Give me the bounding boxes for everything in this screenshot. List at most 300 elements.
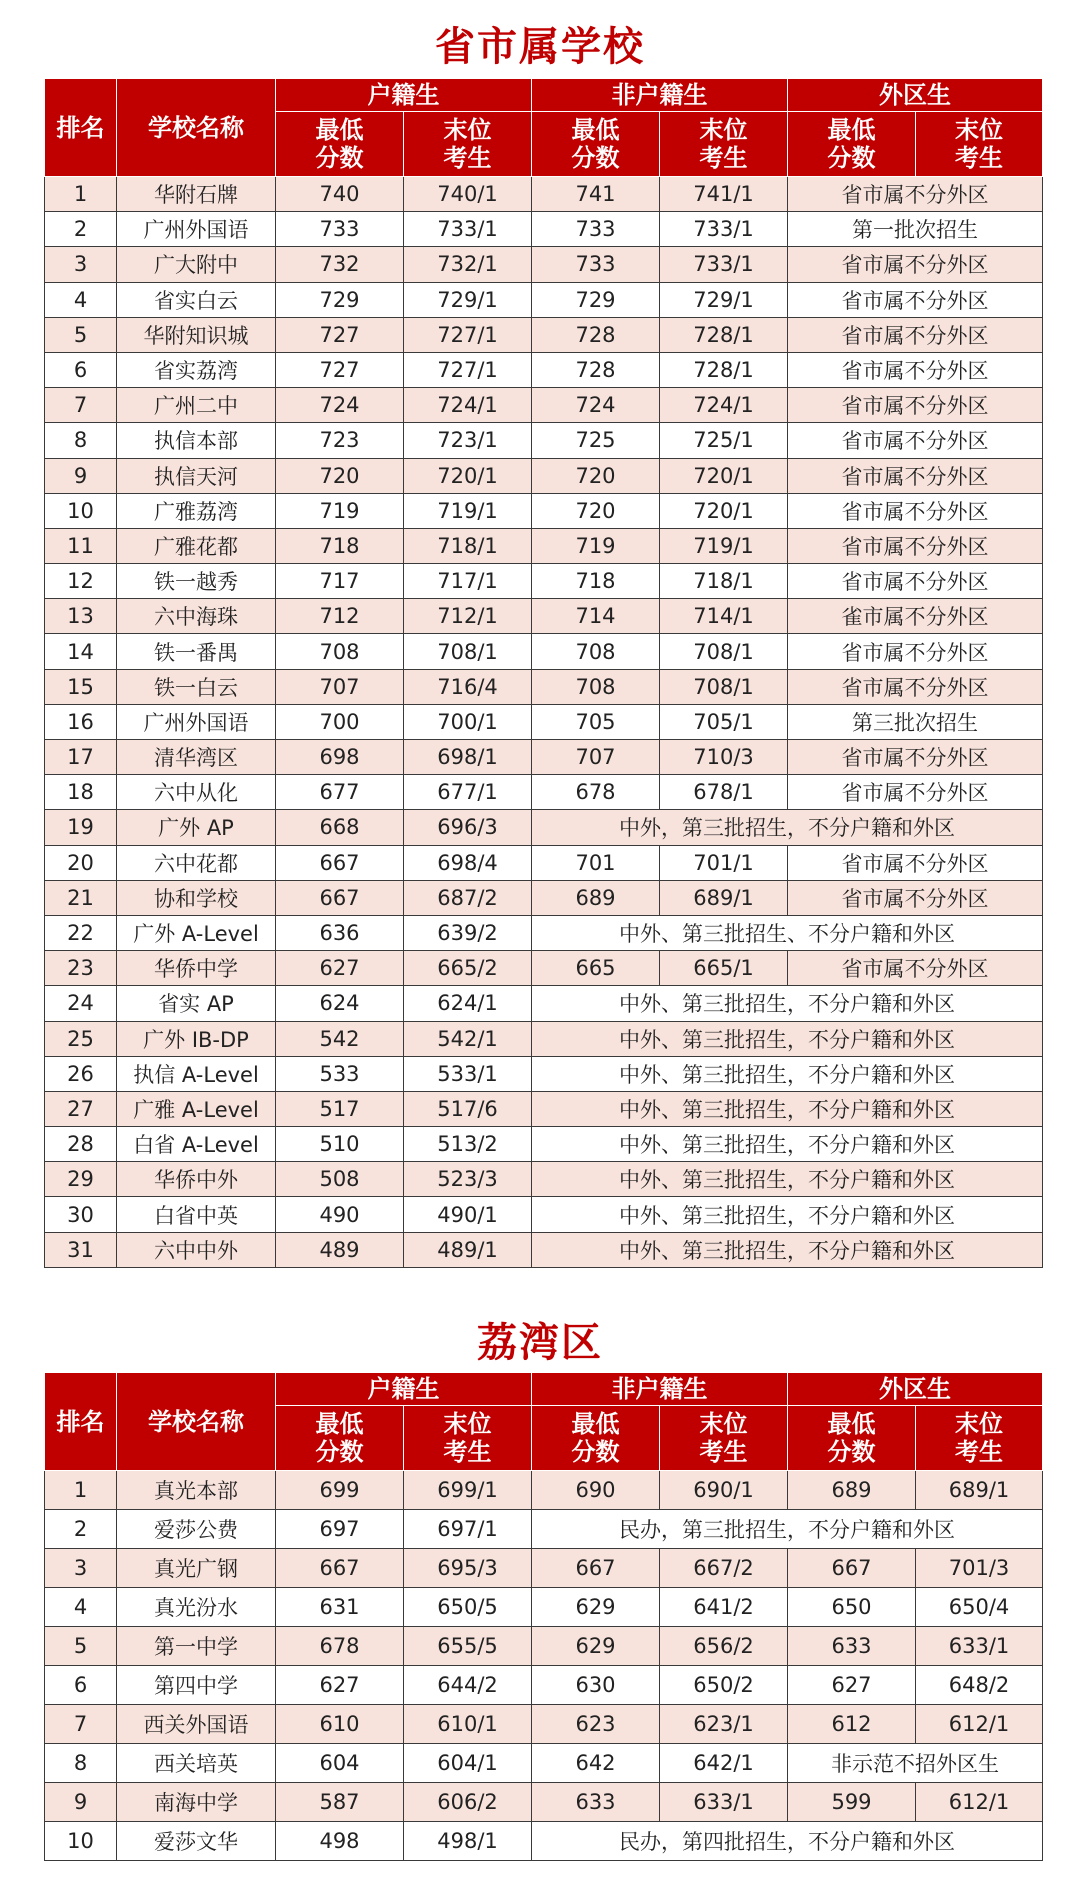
outside-min-score-cell: 633: [788, 1627, 916, 1666]
nonhukou-min-score-cell: 701: [532, 845, 660, 880]
hukou-last-student-cell: 639/2: [404, 915, 532, 950]
hukou-last-student-cell: 716/4: [404, 669, 532, 704]
hukou-last-student-cell: 517/6: [404, 1091, 532, 1126]
nonhukou-last-student-cell: 710/3: [660, 740, 788, 775]
rank-cell: 3: [45, 1549, 117, 1588]
hukou-last-student-cell: 727/1: [404, 317, 532, 352]
admission-note-cell: 中外、第三批招生，不分户籍和外区: [532, 986, 1043, 1021]
school-name-cell: 广州二中: [117, 388, 276, 423]
header-rank: 排名: [45, 1373, 117, 1471]
table-row: [45, 1822, 1043, 1861]
rank-cell: 21: [45, 880, 117, 915]
school-name-cell: 广外 AP: [117, 810, 276, 845]
outside-note-cell: 省市属不分外区: [788, 880, 1043, 915]
outside-note-cell: 省市属不分外区: [788, 775, 1043, 810]
nonhukou-last-student-cell: 733/1: [660, 247, 788, 282]
nonhukou-last-student-cell: 690/1: [660, 1471, 788, 1510]
school-name-cell: 铁一白云: [117, 669, 276, 704]
nonhukou-min-score-cell: 689: [532, 880, 660, 915]
outside-min-score-cell: 667: [788, 1549, 916, 1588]
table-row: [45, 1056, 1043, 1091]
school-name-cell: 真光汾水: [117, 1588, 276, 1627]
table-row: [45, 1510, 1043, 1549]
nonhukou-last-student-cell: 642/1: [660, 1744, 788, 1783]
table-row: [45, 212, 1043, 247]
outside-note-cell: 省市属不分外区: [788, 458, 1043, 493]
outside-min-score-cell: 612: [788, 1705, 916, 1744]
school-name-cell: 省实白云: [117, 282, 276, 317]
rank-cell: 20: [45, 845, 117, 880]
rank-cell: 12: [45, 564, 117, 599]
table-row: [45, 1783, 1043, 1822]
nonhukou-min-score-cell: 741: [532, 177, 660, 212]
hukou-last-student-cell: 665/2: [404, 951, 532, 986]
hukou-min-score-cell: 697: [276, 1510, 404, 1549]
table-row: [45, 528, 1043, 563]
outside-note-cell: 省市属不分外区: [788, 951, 1043, 986]
header-last-student: 末位 考生: [404, 1406, 532, 1471]
school-name-cell: 铁一番禺: [117, 634, 276, 669]
outside-note-cell: 省市属不分外区: [788, 564, 1043, 599]
hukou-min-score-cell: 490: [276, 1197, 404, 1232]
table-row: [45, 352, 1043, 387]
nonhukou-min-score-cell: 642: [532, 1744, 660, 1783]
header-last-student: 末位 考生: [404, 112, 532, 177]
table-row: [45, 1021, 1043, 1056]
table-row: [45, 1549, 1043, 1588]
school-name-cell: 广雅荔湾: [117, 493, 276, 528]
outside-note-cell: 省市属不分外区: [788, 247, 1043, 282]
hukou-last-student-cell: 727/1: [404, 352, 532, 387]
header-group-outside: 外区生: [788, 1373, 1043, 1406]
school-name-cell: 执信天河: [117, 458, 276, 493]
nonhukou-last-student-cell: 705/1: [660, 704, 788, 739]
rank-cell: 4: [45, 1588, 117, 1627]
hukou-last-student-cell: 718/1: [404, 528, 532, 563]
hukou-last-student-cell: 610/1: [404, 1705, 532, 1744]
nonhukou-last-student-cell: 719/1: [660, 528, 788, 563]
hukou-last-student-cell: 533/1: [404, 1056, 532, 1091]
outside-last-student-cell: 701/3: [916, 1549, 1043, 1588]
outside-note-cell: 省市属不分外区: [788, 317, 1043, 352]
header-rank: 排名: [45, 79, 117, 177]
rank-cell: 26: [45, 1056, 117, 1091]
outside-min-score-cell: 650: [788, 1588, 916, 1627]
rank-cell: 31: [45, 1232, 117, 1267]
hukou-min-score-cell: 708: [276, 634, 404, 669]
hukou-min-score-cell: 498: [276, 1822, 404, 1861]
liwan-schools-table: [44, 1372, 1043, 1861]
school-name-cell: 真光本部: [117, 1471, 276, 1510]
school-name-cell: 广雅 A-Level: [117, 1091, 276, 1126]
rank-cell: 25: [45, 1021, 117, 1056]
hukou-last-student-cell: 606/2: [404, 1783, 532, 1822]
table-row: [45, 1705, 1043, 1744]
rank-cell: 1: [45, 177, 117, 212]
hukou-min-score-cell: 610: [276, 1705, 404, 1744]
nonhukou-last-student-cell: 641/2: [660, 1588, 788, 1627]
hukou-last-student-cell: 698/4: [404, 845, 532, 880]
rank-cell: 9: [45, 458, 117, 493]
hukou-last-student-cell: 723/1: [404, 423, 532, 458]
nonhukou-min-score-cell: 718: [532, 564, 660, 599]
outside-min-score-cell: 627: [788, 1666, 916, 1705]
table-row: [45, 493, 1043, 528]
table-row: [45, 669, 1043, 704]
outside-last-student-cell: 648/2: [916, 1666, 1043, 1705]
admission-note-cell: 中外、第三批招生，不分户籍和外区: [532, 1056, 1043, 1091]
nonhukou-min-score-cell: 667: [532, 1549, 660, 1588]
table-row: [45, 986, 1043, 1021]
hukou-min-score-cell: 700: [276, 704, 404, 739]
nonhukou-last-student-cell: 689/1: [660, 880, 788, 915]
rank-cell: 29: [45, 1162, 117, 1197]
nonhukou-last-student-cell: 667/2: [660, 1549, 788, 1588]
school-name-cell: 省实荔湾: [117, 352, 276, 387]
table-row: [45, 317, 1043, 352]
nonhukou-last-student-cell: 623/1: [660, 1705, 788, 1744]
hukou-min-score-cell: 667: [276, 1549, 404, 1588]
nonhukou-last-student-cell: 678/1: [660, 775, 788, 810]
hukou-last-student-cell: 489/1: [404, 1232, 532, 1267]
hukou-last-student-cell: 604/1: [404, 1744, 532, 1783]
outside-last-student-cell: 612/1: [916, 1783, 1043, 1822]
hukou-last-student-cell: 712/1: [404, 599, 532, 634]
outside-note-cell: 第一批次招生: [788, 212, 1043, 247]
rank-cell: 11: [45, 528, 117, 563]
table-row: [45, 282, 1043, 317]
hukou-min-score-cell: 508: [276, 1162, 404, 1197]
table-row: [45, 1744, 1043, 1783]
rank-cell: 10: [45, 493, 117, 528]
header-last-student: 末位 考生: [660, 112, 788, 177]
hukou-last-student-cell: 542/1: [404, 1021, 532, 1056]
nonhukou-last-student-cell: 720/1: [660, 458, 788, 493]
admission-note-cell: 中外、第三批招生、不分户籍和外区: [532, 915, 1043, 950]
provincial-schools-table: [44, 78, 1043, 1268]
school-name-cell: 华侨中学: [117, 951, 276, 986]
table-row: [45, 458, 1043, 493]
school-name-cell: 广外 IB-DP: [117, 1021, 276, 1056]
hukou-min-score-cell: 542: [276, 1021, 404, 1056]
admission-note-cell: 中外，第三批招生，不分户籍和外区: [532, 810, 1043, 845]
hukou-last-student-cell: 513/2: [404, 1127, 532, 1162]
school-name-cell: 省实 AP: [117, 986, 276, 1021]
hukou-min-score-cell: 723: [276, 423, 404, 458]
nonhukou-min-score-cell: 629: [532, 1627, 660, 1666]
hukou-min-score-cell: 699: [276, 1471, 404, 1510]
table-row: [45, 915, 1043, 950]
hukou-last-student-cell: 624/1: [404, 986, 532, 1021]
hukou-min-score-cell: 668: [276, 810, 404, 845]
table-header: [45, 1373, 1043, 1471]
rank-cell: 22: [45, 915, 117, 950]
nonhukou-last-student-cell: 741/1: [660, 177, 788, 212]
hukou-last-student-cell: 490/1: [404, 1197, 532, 1232]
header-group-outside: 外区生: [788, 79, 1043, 112]
rank-cell: 10: [45, 1822, 117, 1861]
header-last-student: 末位 考生: [916, 1406, 1043, 1471]
hukou-min-score-cell: 740: [276, 177, 404, 212]
outside-note-cell: 非示范不招外区生: [788, 1744, 1043, 1783]
admission-note-cell: 中外、第三批招生，不分户籍和外区: [532, 1232, 1043, 1267]
school-name-cell: 华侨中外: [117, 1162, 276, 1197]
nonhukou-min-score-cell: 720: [532, 458, 660, 493]
outside-min-score-cell: 599: [788, 1783, 916, 1822]
table-row: [45, 177, 1043, 212]
header-group-hukou: 户籍生: [276, 79, 532, 112]
outside-note-cell: 省市属不分外区: [788, 388, 1043, 423]
nonhukou-min-score-cell: 729: [532, 282, 660, 317]
hukou-last-student-cell: 719/1: [404, 493, 532, 528]
nonhukou-last-student-cell: 729/1: [660, 282, 788, 317]
hukou-last-student-cell: 724/1: [404, 388, 532, 423]
outside-note-cell: 省市属不分外区: [788, 845, 1043, 880]
rank-cell: 7: [45, 388, 117, 423]
school-name-cell: 铁一越秀: [117, 564, 276, 599]
header-min-score: 最低 分数: [788, 112, 916, 177]
hukou-min-score-cell: 732: [276, 247, 404, 282]
table-row: [45, 1197, 1043, 1232]
rank-cell: 6: [45, 352, 117, 387]
outside-note-cell: 省市属不分外区: [788, 423, 1043, 458]
hukou-min-score-cell: 624: [276, 986, 404, 1021]
admission-note-cell: 民办，第三批招生，不分户籍和外区: [532, 1510, 1043, 1549]
admission-note-cell: 中外、第三批招生，不分户籍和外区: [532, 1091, 1043, 1126]
header-min-score: 最低 分数: [788, 1406, 916, 1471]
table-row: [45, 704, 1043, 739]
hukou-last-student-cell: 698/1: [404, 740, 532, 775]
nonhukou-last-student-cell: 718/1: [660, 564, 788, 599]
hukou-last-student-cell: 650/5: [404, 1588, 532, 1627]
hukou-min-score-cell: 718: [276, 528, 404, 563]
table-body: [45, 177, 1043, 1268]
hukou-last-student-cell: 729/1: [404, 282, 532, 317]
table-row: [45, 423, 1043, 458]
outside-note-cell: 省市属不分外区: [788, 282, 1043, 317]
header-min-score: 最低 分数: [532, 1406, 660, 1471]
hukou-min-score-cell: 727: [276, 352, 404, 387]
outside-last-student-cell: 612/1: [916, 1705, 1043, 1744]
outside-note-cell: 省市属不分外区: [788, 493, 1043, 528]
admission-note-cell: 民办，第四批招生，不分户籍和外区: [532, 1822, 1043, 1861]
nonhukou-last-student-cell: 714/1: [660, 599, 788, 634]
school-name-cell: 南海中学: [117, 1783, 276, 1822]
table-row: [45, 564, 1043, 599]
rank-cell: 18: [45, 775, 117, 810]
nonhukou-min-score-cell: 733: [532, 247, 660, 282]
nonhukou-last-student-cell: 656/2: [660, 1627, 788, 1666]
hukou-min-score-cell: 627: [276, 1666, 404, 1705]
header-school-name: 学校名称: [117, 1373, 276, 1471]
school-name-cell: 白省中英: [117, 1197, 276, 1232]
table-row: [45, 1127, 1043, 1162]
nonhukou-min-score-cell: 707: [532, 740, 660, 775]
school-name-cell: 广雅花都: [117, 528, 276, 563]
school-name-cell: 华附石牌: [117, 177, 276, 212]
table-header: [45, 79, 1043, 177]
table-row: [45, 634, 1043, 669]
rank-cell: 6: [45, 1666, 117, 1705]
hukou-last-student-cell: 687/2: [404, 880, 532, 915]
nonhukou-min-score-cell: 708: [532, 669, 660, 704]
nonhukou-last-student-cell: 650/2: [660, 1666, 788, 1705]
table-row: [45, 740, 1043, 775]
school-name-cell: 爱莎公费: [117, 1510, 276, 1549]
outside-note-cell: 第三批次招生: [788, 704, 1043, 739]
table-row: [45, 1471, 1043, 1510]
rank-cell: 7: [45, 1705, 117, 1744]
hukou-last-student-cell: 740/1: [404, 177, 532, 212]
rank-cell: 19: [45, 810, 117, 845]
admission-note-cell: 中外、第三批招生，不分户籍和外区: [532, 1162, 1043, 1197]
header-min-score: 最低 分数: [276, 1406, 404, 1471]
header-school-name: 学校名称: [117, 79, 276, 177]
nonhukou-min-score-cell: 728: [532, 317, 660, 352]
rank-cell: 8: [45, 423, 117, 458]
school-name-cell: 第四中学: [117, 1666, 276, 1705]
rank-cell: 23: [45, 951, 117, 986]
header-group-nonhukou: 非户籍生: [532, 79, 788, 112]
nonhukou-last-student-cell: 725/1: [660, 423, 788, 458]
table-row: [45, 810, 1043, 845]
outside-min-score-cell: 689: [788, 1471, 916, 1510]
school-name-cell: 广州外国语: [117, 212, 276, 247]
nonhukou-last-student-cell: 733/1: [660, 212, 788, 247]
outside-note-cell: 省市属不分外区: [788, 669, 1043, 704]
nonhukou-min-score-cell: 708: [532, 634, 660, 669]
table-row: [45, 1666, 1043, 1705]
nonhukou-last-student-cell: 665/1: [660, 951, 788, 986]
nonhukou-min-score-cell: 733: [532, 212, 660, 247]
outside-last-student-cell: 650/4: [916, 1588, 1043, 1627]
hukou-last-student-cell: 720/1: [404, 458, 532, 493]
table-row: [45, 775, 1043, 810]
hukou-min-score-cell: 733: [276, 212, 404, 247]
nonhukou-last-student-cell: 728/1: [660, 317, 788, 352]
school-name-cell: 六中中外: [117, 1232, 276, 1267]
table-row: [45, 1627, 1043, 1666]
hukou-last-student-cell: 700/1: [404, 704, 532, 739]
school-name-cell: 协和学校: [117, 880, 276, 915]
school-name-cell: 六中海珠: [117, 599, 276, 634]
nonhukou-last-student-cell: 701/1: [660, 845, 788, 880]
hukou-min-score-cell: 631: [276, 1588, 404, 1627]
admission-note-cell: 中外、第三批招生，不分户籍和外区: [532, 1021, 1043, 1056]
hukou-min-score-cell: 517: [276, 1091, 404, 1126]
outside-note-cell: 省市属不分外区: [788, 634, 1043, 669]
outside-last-student-cell: 633/1: [916, 1627, 1043, 1666]
outside-note-cell: 省市属不分外区: [788, 352, 1043, 387]
rank-cell: 9: [45, 1783, 117, 1822]
school-name-cell: 西关培英: [117, 1744, 276, 1783]
hukou-last-student-cell: 677/1: [404, 775, 532, 810]
table-row: [45, 1091, 1043, 1126]
rank-cell: 30: [45, 1197, 117, 1232]
rank-cell: 27: [45, 1091, 117, 1126]
section-title-provincial: 省市属学校: [435, 24, 645, 70]
nonhukou-min-score-cell: 725: [532, 423, 660, 458]
school-name-cell: 广州外国语: [117, 704, 276, 739]
nonhukou-min-score-cell: 714: [532, 599, 660, 634]
outside-note-cell: 省市属不分外区: [788, 740, 1043, 775]
hukou-min-score-cell: 677: [276, 775, 404, 810]
hukou-last-student-cell: 708/1: [404, 634, 532, 669]
outside-note-cell: 雀市属不分外区: [788, 599, 1043, 634]
table-body: [45, 1471, 1043, 1861]
table-row: [45, 599, 1043, 634]
table-row: [45, 1162, 1043, 1197]
school-name-cell: 西关外国语: [117, 1705, 276, 1744]
nonhukou-min-score-cell: 629: [532, 1588, 660, 1627]
hukou-last-student-cell: 733/1: [404, 212, 532, 247]
admission-note-cell: 中外、第三批招生，不分户籍和外区: [532, 1127, 1043, 1162]
rank-cell: 4: [45, 282, 117, 317]
hukou-min-score-cell: 712: [276, 599, 404, 634]
hukou-min-score-cell: 510: [276, 1127, 404, 1162]
nonhukou-last-student-cell: 720/1: [660, 493, 788, 528]
table-row: [45, 388, 1043, 423]
rank-cell: 16: [45, 704, 117, 739]
table-row: [45, 880, 1043, 915]
header-last-student: 末位 考生: [660, 1406, 788, 1471]
hukou-min-score-cell: 720: [276, 458, 404, 493]
section-title-liwan: 荔湾区: [477, 1320, 603, 1366]
rank-cell: 8: [45, 1744, 117, 1783]
school-name-cell: 爱莎文华: [117, 1822, 276, 1861]
rank-cell: 2: [45, 1510, 117, 1549]
nonhukou-min-score-cell: 633: [532, 1783, 660, 1822]
nonhukou-last-student-cell: 633/1: [660, 1783, 788, 1822]
hukou-min-score-cell: 604: [276, 1744, 404, 1783]
hukou-min-score-cell: 724: [276, 388, 404, 423]
rank-cell: 2: [45, 212, 117, 247]
nonhukou-min-score-cell: 719: [532, 528, 660, 563]
hukou-min-score-cell: 698: [276, 740, 404, 775]
school-name-cell: 六中花都: [117, 845, 276, 880]
rank-cell: 5: [45, 1627, 117, 1666]
table-row: [45, 1232, 1043, 1267]
outside-note-cell: 省市属不分外区: [788, 528, 1043, 563]
school-name-cell: 真光广钢: [117, 1549, 276, 1588]
hukou-min-score-cell: 729: [276, 282, 404, 317]
hukou-last-student-cell: 498/1: [404, 1822, 532, 1861]
hukou-min-score-cell: 717: [276, 564, 404, 599]
hukou-min-score-cell: 489: [276, 1232, 404, 1267]
rank-cell: 14: [45, 634, 117, 669]
nonhukou-last-student-cell: 708/1: [660, 634, 788, 669]
school-name-cell: 广大附中: [117, 247, 276, 282]
hukou-min-score-cell: 707: [276, 669, 404, 704]
hukou-last-student-cell: 523/3: [404, 1162, 532, 1197]
nonhukou-last-student-cell: 728/1: [660, 352, 788, 387]
school-name-cell: 白省 A-Level: [117, 1127, 276, 1162]
outside-note-cell: 省市属不分外区: [788, 177, 1043, 212]
hukou-min-score-cell: 627: [276, 951, 404, 986]
school-name-cell: 第一中学: [117, 1627, 276, 1666]
rank-cell: 17: [45, 740, 117, 775]
outside-last-student-cell: 689/1: [916, 1471, 1043, 1510]
nonhukou-min-score-cell: 665: [532, 951, 660, 986]
table-row: [45, 951, 1043, 986]
admission-note-cell: 中外、第三批招生，不分户籍和外区: [532, 1197, 1043, 1232]
header-min-score: 最低 分数: [276, 112, 404, 177]
nonhukou-last-student-cell: 724/1: [660, 388, 788, 423]
hukou-last-student-cell: 696/3: [404, 810, 532, 845]
rank-cell: 28: [45, 1127, 117, 1162]
rank-cell: 24: [45, 986, 117, 1021]
rank-cell: 15: [45, 669, 117, 704]
